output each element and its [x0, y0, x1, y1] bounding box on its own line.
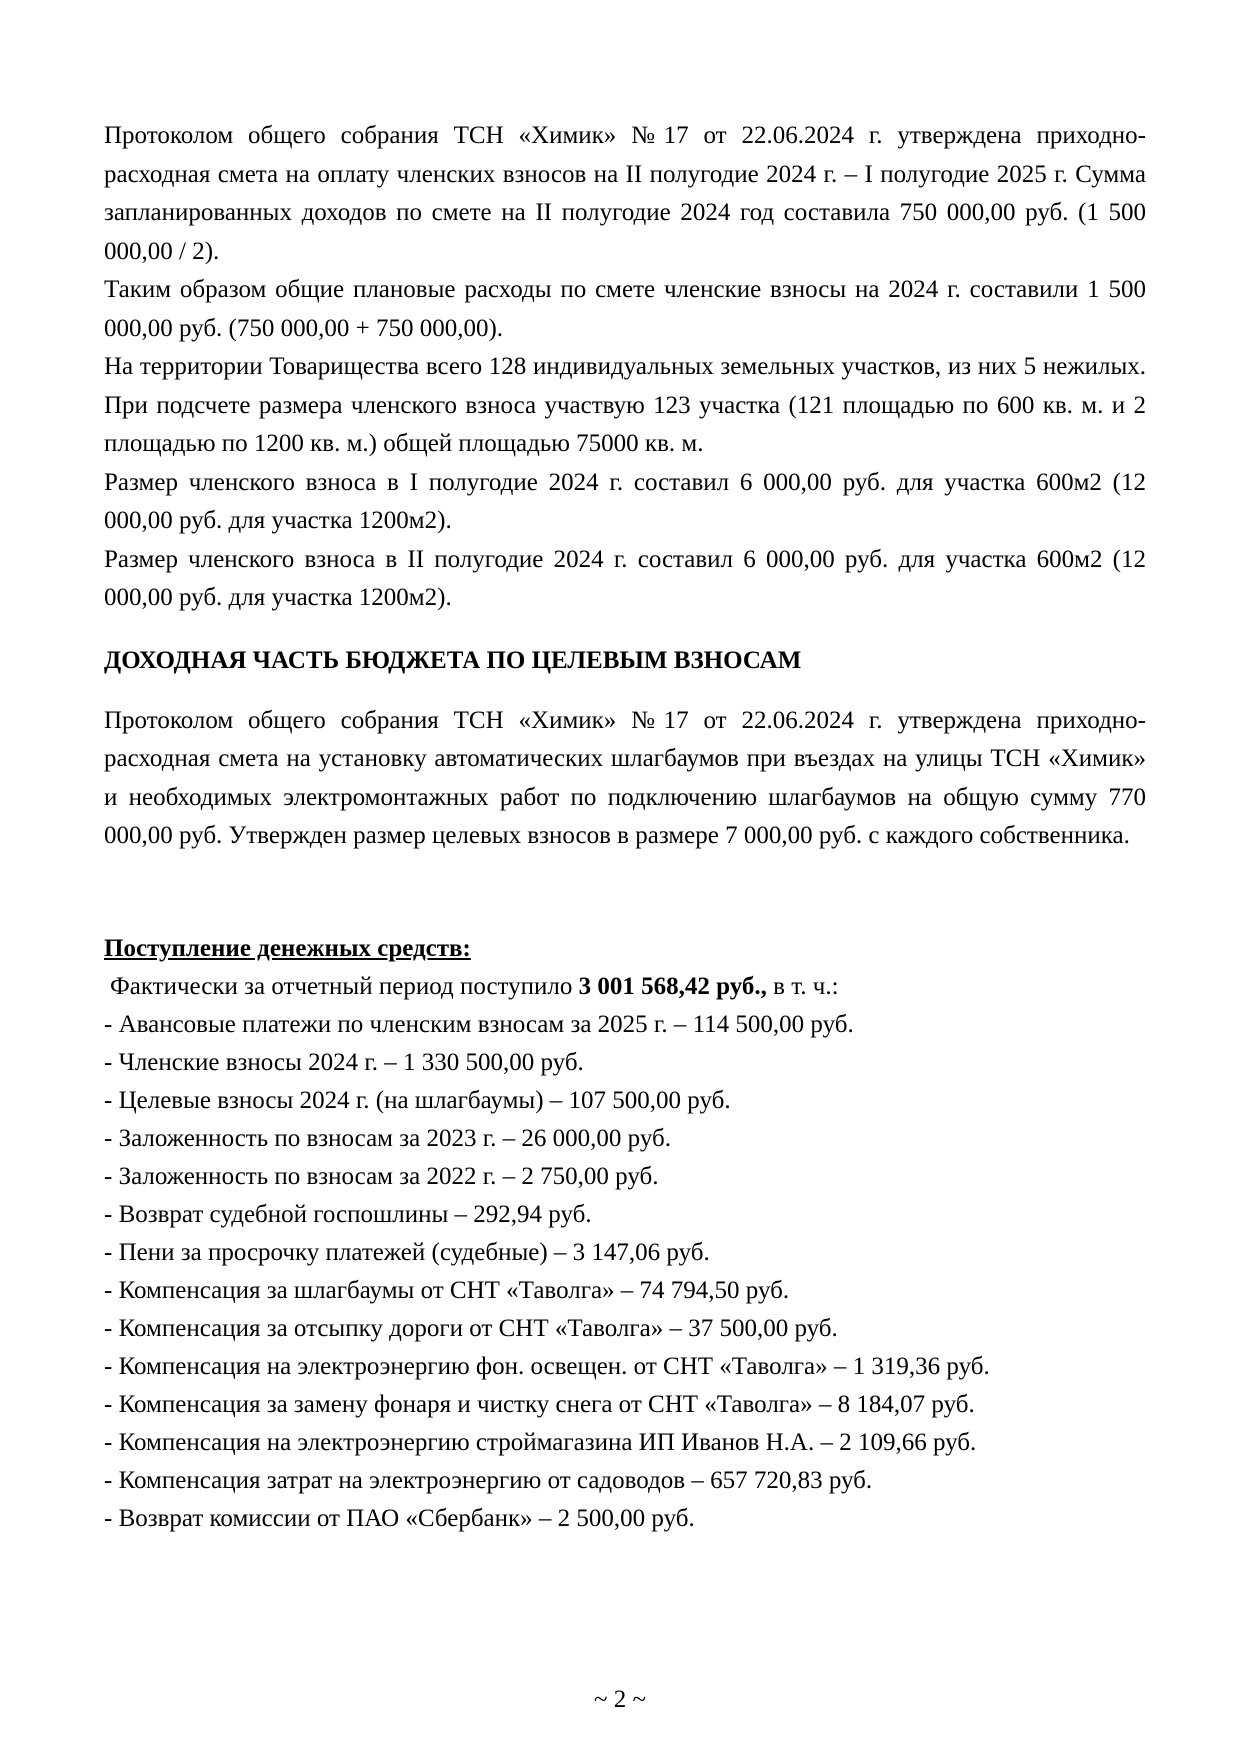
- membership-fee-second-half-paragraph: Размер членского взноса в II полугодие 2024 г. составил 6 000,00 руб. для участка 600м2 (12 000,00 руб. для участка 1200м2).: [104, 545, 1146, 611]
- target-fees-paragraph: Протоколом общего собрания ТСН «Химик» №17 от 22.06.2024 г. утверждена приходно-расходная смета на установку автоматических шлагбаумов при въездах на улицы ТСН «Химик» и необходимых электромонтажных работ по подключению шлагбаумов на общую сумму 770 000,00 руб. Утвержден размер целевых взносов в размере 7 000,00 руб. с каждого собственника.: [104, 706, 1146, 849]
- receipt-item: - Членские взносы 2024 г. – 1 330 500,00 руб.: [104, 1048, 584, 1076]
- membership-fees-section: [104, 117, 1146, 618]
- receipt-item: - Заложенность по взносам за 2023 г. – 26 000,00 руб.: [104, 1124, 671, 1152]
- receipt-item: - Целевые взносы 2024 г. (на шлагбаумы) – 107 500,00 руб.: [104, 1086, 731, 1114]
- receipt-item: - Возврат комиссии от ПАО «Сбербанк» – 2 500,00 руб.: [104, 1504, 695, 1532]
- receipt-item: - Компенсация на электроэнергию фон. освещен. от СНТ «Таволга» – 1 319,36 руб.: [104, 1352, 990, 1380]
- receipt-item: - Компенсация затрат на электроэнергию от садоводов – 657 720,83 руб.: [104, 1466, 873, 1494]
- page-number: ~ 2 ~: [593, 1686, 647, 1713]
- target-fees-heading: ДОХОДНАЯ ЧАСТЬ БЮДЖЕТА ПО ЦЕЛЕВЫМ ВЗНОСАМ: [104, 646, 802, 674]
- membership-planned-expenses-paragraph: Таким образом общие плановые расходы по смете членские взносы на 2024 г. составили 1 500 000,00 руб. (750 000,00 + 750 000,00).: [104, 276, 1146, 342]
- receipt-item: - Компенсация за отсыпку дороги от СНТ «Таволга» – 37 500,00 руб.: [104, 1314, 838, 1342]
- receipt-item: - Компенсация за шлагбаумы от СНТ «Таволга» – 74 794,50 руб.: [104, 1276, 790, 1304]
- receipts-heading: Поступление денежных средств:: [104, 934, 471, 962]
- receipt-item: - Возврат судебной госпошлины – 292,94 руб.: [104, 1200, 592, 1228]
- receipts-intro-prefix: Фактически за отчетный период поступило: [110, 972, 579, 1000]
- receipt-item: - Компенсация за замену фонаря и чистку снега от СНТ «Таволга» – 8 184,07 руб.: [104, 1390, 975, 1418]
- receipt-item: - Авансовые платежи по членским взносам за 2025 г. – 114 500,00 руб.: [104, 1010, 854, 1038]
- receipt-item: - Заложенность по взносам за 2022 г. – 2 750,00 руб.: [104, 1162, 659, 1190]
- membership-estimate-paragraph: Протоколом общего собрания ТСН «Химик» №17 от 22.06.2024 г. утверждена приходно-расходная смета на оплату членских взносов на II полугодие 2024 г. – I полугодие 2025 г. Сумма запланированных доходов по смете на II полугодие 2024 год составила 750 000,00 руб. (1 500 000,00 / 2).: [104, 122, 1146, 265]
- receipts-section: [104, 930, 1146, 1538]
- document-page: [104, 117, 1146, 1538]
- receipts-total: 3 001 568,42 руб.,: [578, 972, 767, 1000]
- receipts-intro: [104, 968, 1146, 1006]
- receipts-intro-suffix: в т. ч.:: [766, 972, 839, 1000]
- section-spacer: [104, 856, 1146, 930]
- receipts-list: [104, 1006, 1146, 1538]
- target-fees-section: [104, 642, 1146, 856]
- land-plots-paragraph: На территории Товарищества всего 128 индивидуальных земельных участков, из них 5 нежилых. При подсчете размера членского взноса участвую 123 участка (121 площадью по 600 кв. м. и 2 площадью по 1200 кв. м.) общей площадью 75000 кв. м.: [104, 353, 1146, 457]
- receipt-item: - Компенсация на электроэнергию строймагазина ИП Иванов Н.А. – 2 109,66 руб.: [104, 1428, 977, 1456]
- receipt-item: - Пени за просрочку платежей (судебные) – 3 147,06 руб.: [104, 1238, 710, 1266]
- membership-fee-first-half-paragraph: Размер членского взноса в I полугодие 2024 г. составил 6 000,00 руб. для участка 600м2 (12 000,00 руб. для участка 1200м2).: [104, 468, 1146, 534]
